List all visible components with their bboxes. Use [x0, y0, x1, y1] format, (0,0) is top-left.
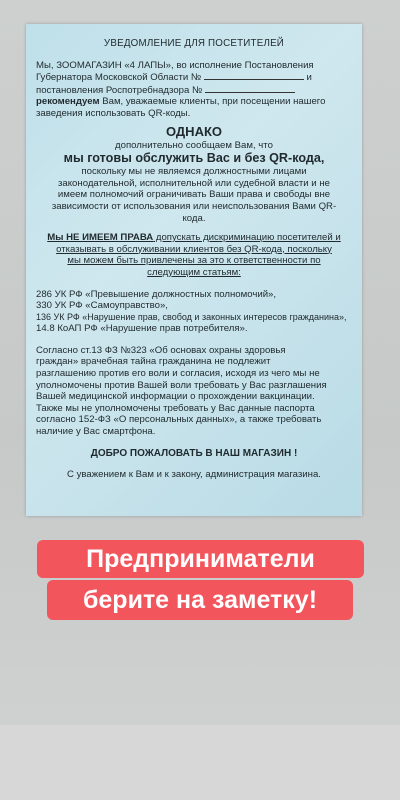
since-line-3: имеем полномочий ограничивать Ваши права и свободы вне [57, 189, 331, 201]
since-line-4: зависимости от использования или неиспользования Вами QR- [51, 200, 337, 212]
intro-line-3 [36, 84, 352, 97]
intro-line-5: заведения использовать QR-коды. [36, 107, 191, 119]
law-line-5: Вашей медицинской информации о прохождении вакцинации. [36, 391, 315, 403]
caption-banner-line-1: Предприниматели [37, 540, 364, 578]
article-4: 14.8 КоАП РФ «Нарушение прав потребителя». [36, 323, 248, 335]
article-1: 286 УК РФ «Превышение должностных полномочий», [36, 288, 277, 300]
right-line-4: следующим статьям: [147, 266, 241, 278]
intro-line-4 [36, 96, 352, 108]
right-line-1-text: допускать дискриминацию посетителей и [153, 232, 341, 244]
notice-title: УВЕДОМЛЕНИЕ ДЛЯ ПОСЕТИТЕЛЕЙ [103, 38, 285, 49]
signature-line: С уважением к Вам и к закону, администрация магазина. [67, 469, 321, 481]
since-line-5: кода. [182, 212, 206, 224]
intro-line-2-end: и [306, 72, 312, 84]
law-line-4: уполномочены против Вашей воли требовать у Вас разглашения [36, 379, 327, 391]
intro-line-2-text: Губернатора Московской Области № [36, 72, 202, 84]
intro-line-3-text: постановления Роспотребнадзора № [36, 84, 203, 96]
ready-heading: мы готовы обслужить Вас и без QR-кода, [63, 151, 325, 166]
right-line-2: отказывать в обслуживании клиентов без QR-кода, поскольку [56, 243, 332, 255]
law-line-6: Также мы не уполномочены требовать у Вас данные паспорта [36, 402, 315, 414]
right-line-3: мы можем быть привлечены за это к ответственности по [67, 255, 321, 267]
blank-line [205, 84, 295, 93]
law-line-8: наличие у Вас смартфона. [36, 426, 156, 438]
since-line-2: законодательной, исполнительной или судебной власти и не [58, 177, 330, 189]
right-line-1 [36, 232, 352, 244]
however-heading: ОДНАКО [165, 123, 223, 139]
law-line-3: разглашению против его воли и согласия, исходя из чего мы не [36, 368, 320, 380]
law-line-2: граждан» врачебная тайна гражданина не подлежит [36, 356, 271, 368]
intro-line-1: Мы, ЗООМАГАЗИН «4 ЛАПЫ», во исполнение Постановления [36, 59, 314, 71]
intro-line-4-text: Вам, уважаемые клиенты, при посещении нашего [99, 96, 326, 108]
recommend-word: рекомендуем [36, 96, 100, 108]
inform-line: дополнительно сообщаем Вам, что [115, 139, 273, 151]
since-line-1: поскольку мы не являемся должностными лицами [81, 166, 307, 178]
caption-banner-line-2: берите на заметку! [47, 580, 353, 620]
no-right-phrase: Мы НЕ ИМЕЕМ ПРАВА [47, 232, 154, 244]
intro-line-2 [36, 71, 352, 84]
article-2: 330 УК РФ «Самоуправство», [36, 300, 168, 312]
welcome-heading: ДОБРО ПОЖАЛОВАТЬ В НАШ МАГАЗИН ! [90, 447, 298, 459]
law-line-7: согласно 152-ФЗ «О персональных данных», а также требовать [36, 414, 322, 426]
law-line-1: Согласно ст.13 ФЗ №323 «Об основах охраны здоровья [36, 344, 286, 356]
article-3: 136 УК РФ «Нарушение прав, свобод и законных интересов гражданина», [36, 311, 347, 322]
blank-line [204, 71, 304, 80]
notice-paper [26, 24, 362, 516]
